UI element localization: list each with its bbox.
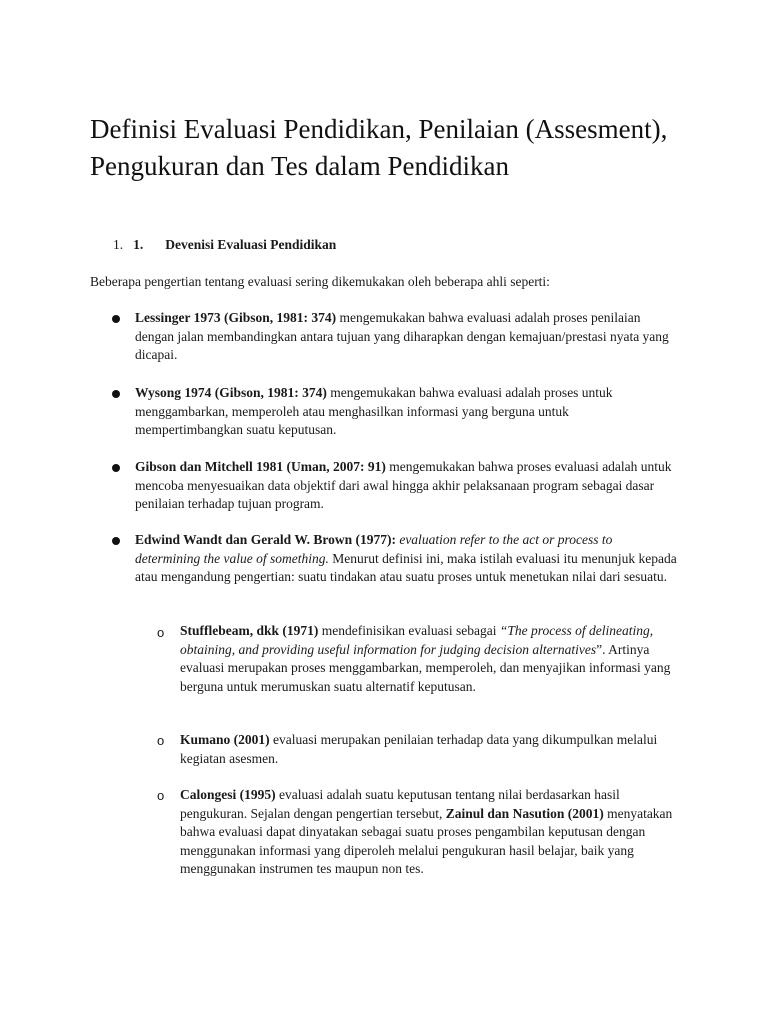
bullet-icon [112,537,120,545]
circle-bullet-icon: o [157,625,165,640]
subitem-quote: “The process of delineating, obtaining, and providing useful information for judging decision alternatives [180,623,654,657]
list-item [135,309,680,365]
item-text: mengemukakan bahwa proses evaluasi adalah untuk mencoba menyesuaikan data objektif dari awal hingga akhir pelaksanaan program sebagai dasar penilaian terhadap tujuan program. [135,459,672,511]
subitem-text-cont: menyatakan bahwa evaluasi dapat dinyatakan sebagai suatu proses pengambilan keputusan dengan menggunakan informasi yang diperoleh melalui pengukuran hasil belajar, baik yang menggunakan instrumen tes maupun non tes. [180,805,673,876]
subitem-source: Stufflebeam, dkk (1971) [180,623,319,638]
subitem-source-2: Zainul dan Nasution (2001) [445,805,604,821]
subitem-source: Calongesi (1995) [180,787,276,802]
intro-paragraph: Beberapa pengertian tentang evaluasi sering dikemukakan oleh beberapa ahli seperti: [90,274,550,289]
section-heading [113,235,336,255]
item-text: Menurut definisi ini, maka istilah evaluasi itu menunjuk kepada atau mengandung pengertian: suatu tindakan atau suatu proses untuk menetukan nilai dari sesuatu. [135,550,677,584]
bullet-icon [112,390,120,398]
section-outer-number: 1. [113,237,124,252]
subitem-text: mendefinisikan evaluasi sebagai [318,623,500,638]
item-source: Gibson dan Mitchell 1981 (Uman, 2007: 91) [135,459,386,474]
sub-list-item [180,786,680,879]
item-source: Edwind Wandt dan Gerald W. Brown (1977): [135,532,396,547]
circle-bullet-icon: o [157,788,165,803]
sub-list-item [180,622,680,696]
list-item [135,458,680,514]
list-item [135,384,680,440]
item-source: Wysong 1974 (Gibson, 1981: 374) [135,385,327,400]
subitem-text: evaluasi adalah suatu keputusan tentang nilai berdasarkan hasil pengukuran. Sejalan dengan pengertian tersebut, [180,787,620,821]
item-text: mengemukakan bahwa evaluasi adalah proses untuk menggambarkan, memperoleh atau menghasilkan informasi yang berguna untuk mempertimbangkan suatu keputusan. [135,385,613,437]
section-inner-number: 1. [133,237,144,252]
item-source: Lessinger 1973 (Gibson, 1981: 374) [135,310,337,325]
section-label: Devenisi Evaluasi Pendidikan [165,237,337,252]
subitem-text-cont: ”. Artinya evaluasi merupakan proses menggambarkan, memperoleh, dan menyajikan informasi yang berguna untuk merumuskan suatu alternatif keputusan. [180,641,671,694]
document-title: Definisi Evaluasi Pendidikan, Penilaian (Assesment), Pengukuran dan Tes dalam Pendidikan [90,114,668,181]
item-text: mengemukakan bahwa evaluasi adalah proses penilaian dengan jalan membandingkan antara tujuan yang diharapkan dengan kemajuan/prestasi nyata yang dicapai. [135,310,669,362]
circle-bullet-icon: o [157,733,165,748]
bullet-icon [112,315,120,323]
bullet-icon [112,464,120,472]
subitem-text: evaluasi merupakan penilaian terhadap data yang dikumpulkan melalui kegiatan asesmen. [180,732,658,766]
sub-list-item [180,731,680,768]
item-quote: evaluation refer to the act or process to determining the value of something. [135,532,613,566]
list-item [135,531,680,587]
subitem-source: Kumano (2001) [180,732,270,747]
